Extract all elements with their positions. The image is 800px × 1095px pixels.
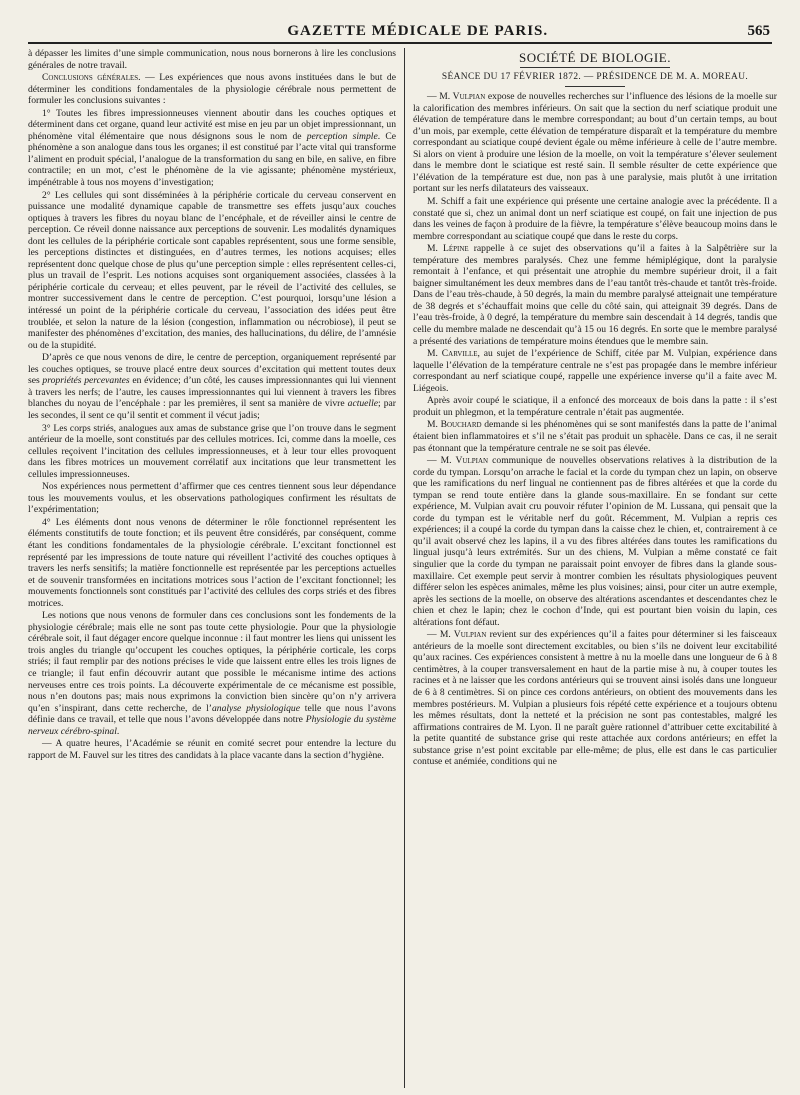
paragraph-text: revient sur des expériences qu’il a faites pour déterminer si les faisceaux antérieurs de la moelle sont directement excitables, ou bien s’ils ne doivent leur excitabilité qu’aux racines. Ces expériences consistent à mettre à nu la moelle dans une longueur de 6 à 8 centimètres, à la couper transversalement en haut de la partie mise à nu, à couper toutes les racines et à ne laisser que les cordons antérieurs qui se trouvent ainsi isolés dans une longueur de 6 à 8 centimètres. Si on pince ces cordons antérieurs, on obtient des mouvements dans les membres postérieurs. M. Vulpian a plusieurs fois répété cette expérience et a toujours obtenu les mêmes résultats, dont la netteté et la précision ne sont pas contestables, malgré les affirmations contraires de M. Lyon. Il ne paraît guère rationnel d’attribuer cette excitabilité à la petite quantité de substance grise qui reste attachée aux cordons antérieurs; en effet la substance grise n’est point excitable par elle-même; de plus, elle est dans le cas particulier contuse et anémiée, conditions qui ne [413,629,777,768]
paragraph: 3° Les corps striés, analogues aux amas de substance grise que l’on trouve dans le segment antérieur de la moelle, sont constitués par des cellules motrices. Ici, comme dans la moelle, ces cellules reçoivent l’incitation des cellules impressionneuses, et à leur tour elles provoquent dans les fibres motrices un mouvement corrélatif aux incitations que leur transmettent les cellules impressionneuses. [28,422,396,480]
paragraph: — A quatre heures, l’Académie se réunit en comité secret pour entendre la lecture du rapport de M. Fauvel sur les titres des candidats à la place vacante dans la section d’hygiène. [28,738,396,761]
paragraph [28,72,396,107]
paragraph-text: demande si les phénomènes qui se sont manifestés dans la patte de l’animal étaient bien inflammatoires et s’il ne s’était pas produit un sphacèle. Dans ce cas, il ne serait pas étonnant que la température centrale ne se soit pas élevée. [413,419,777,454]
paragraph-text: . Ce phénomène a son analogue dans tous les organes; il est constitué par l’acte vital qui transforme l’aliment en produit spécial, l’analogue de la transformation du sang en bile, en salive, en fibre contractile; en un mot, c’est le phénomène de la vie agissante; phénomène mystérieux, impénétrable à tous nos moyens d’investigation; [28,130,396,189]
short-rule [565,86,625,87]
paragraph: 4° Les éléments dont nous venons de déterminer le rôle fonctionnel représentent les éléments constitutifs de toute fonction; et ils peuvent être considérés, par conséquent, comme étant les conditions fondamentales de la physiologie cérébrale. L’excitant fonctionnel est représenté par les impressions de toute nature qui réveillent l’activité des couches optiques à travers les nerfs sensitifs; la matière fonctionnelle est représentée par les perceptions actuelles et de souvenir transformées en incitations motrices sous l’action de l’excitant fonctionnel; les mouvements fonctionnels sont constitués par l’activité des cellules des corps striés et des fibres motrices. [28,516,396,609]
speaker-name: M. Lépine [427,243,469,255]
paragraph: — M. Vulpian communique de nouvelles observations relatives à la distribution de la corde du tympan. Lorsqu’on arrache le facial et la corde du tympan chez un lapin, on observe que les ramifications du nerf lingual ne contiennent pas de fibres altérées et que la corde du tympan se rend toute entière dans la glande sous-maxillaire. En se fondant sur cette expérience, M. Vulpian avait cru pouvoir réfuter l’opinion de M. Lussana, qui pensait que la corde du tympan est le véritable nerf du goût. Récemment, M. Vulpian a repris ces expériences; il a coupé la corde du tympan dans la caisse chez le chien, et, contrairement à ce qu’il avait observé chez les lapins, il a vu des fibres altérées dans toutes les ramifications du lingual jusqu’à leurs extrémités. Sur un des chiens, M. Vulpian a même constaté ce fait singulier que la corde du tympan ne paraissait point envoyer de fibres dans la glande sous-maxillaire. Cet exemple peut servir à montrer combien les résultats physiologiques peuvent différer selon les espèces animales, même les plus voisines; ainsi, pour citer un autre exemple, après les sections de la moelle, on observe des altérations ascendantes et descendantes chez le chien et chez le lapin; chez le cochon d’Inde, qui est pourtant bien voisin du lapin, ces altérations font défaut. [413,455,777,628]
paragraph-text: D’après ce que nous venons de dire, le centre de perception, organiquement représenté par les couches optiques, se trouve placé entre deux sources d’excitation qui mettent toutes deux ses [28,352,396,387]
emphasis: propriétés percevantes [42,375,130,387]
speaker-name: M. Vulpian [439,629,487,641]
speaker-name: M. Vulpian [439,91,486,103]
paragraph-text: expose de nouvelles recherches sur l’influence des lésions de la moelle sur la calorification des membres inférieurs. On sait que la section du nerf sciatique produit une élévation de température dans le membre correspondant; au bout d’un certain temps, au bout d’un mois, par exemple, cette élévation de température disparaît et la température du membre correspondant au sciatique coupé devient égale ou même inférieure à celle de l’autre membre. Si alors on vient à produire une lésion de la moelle, on voit la température s’élever seulement dans le membre dont le sciatique est resté sain. Il semble résulter de cette expérience que l’élévation de la température est due, non pas à une paralysie, mais plutôt à une irritation portant sur les nerfs dilatateurs des vaisseaux. [413,91,777,195]
column-divider [404,48,405,1088]
paragraph: Nos expériences nous permettent d’affirmer que ces centres tiennent sous leur dépendance tous les mouvements voulus, et les observations pathologiques confirment les résultats de l’expérimentation; [28,481,396,516]
left-column [28,48,396,1088]
paragraph-text: telle que nous l’avons définie dans ce travail, et telle que nous l’avons développée dans notre [28,702,396,726]
paragraph-text: communique de nouvelles observations relatives à la distribution de la corde du tympan. Lorsqu’on arrache le facial et la corde du tympan chez un lapin, on observe que les ramifications du nerf lingual ne contiennent pas de fibres altérées et que la corde du tympan se rend toute entière dans la glande sous-maxillaire. En se fondant sur cette expérience, M. Vulpian avait cru pouvoir réfuter l’opinion de M. Lussana, qui pensait que la corde du tympan est le véritable nerf du goût. Récemment, M. Vulpian a repris ces expériences; il a coupé la corde du tympan dans la caisse chez le chien, et, contrairement à ce qu’il avait observé chez les lapins, il a vu des fibres altérées dans toutes les ramifications du lingual jusqu’à leurs extrémités. Sur un des chiens, M. Vulpian a même constaté ce fait singulier que la corde du tympan ne paraissait point envoyer de fibres dans la glande sous-maxillaire. Cet exemple peut servir à montrer combien les résultats physiologiques peuvent différer selon les espèces animales, même les plus voisines; ainsi, pour citer un autre exemple, après les sections de la moelle, on observe des altérations ascendantes et descendantes chez le chien et chez le lapin; chez le cochon d’Inde, qui est pourtant bien voisin du lapin, ces altérations font défaut. [413,455,777,628]
paragraph-text: rappelle à ce sujet des observations qu’il a faites à la Salpêtrière sur la température des membres paralysés. Chez une femme hémiplégique, dont la paralysie remontait à l’enfance, et qui présentait une atrophie du membre supérieur droit, il a fait baigner simultanément les deux membres dans de l’eau tantôt très-chaude et tantôt très-froide. Dans de l’eau très-chaude, à 50 degrés, la main du membre paralysé atteignait une température de 38 degrés et s’échauffait moins que celle du côté sain, qui atteignait 39 degrés. Dans de l’eau très-froide, à 0 degré, la température du membre sain descendait à 14 degrés, tandis que celle du membre malade ne descendait qu’à 15 ou 16 degrés. En sorte que le membre paralysé a présenté des variations de température moins étendues que le membre sain. [413,243,777,347]
emphasis: perception simple [306,130,378,142]
paragraph [413,348,777,394]
section-rule [520,67,670,68]
session-line: SÉANCE DU 17 FÉVRIER 1872. — PRÉSIDENCE DE M. A. MOREAU. [441,71,749,82]
paragraph [28,352,396,421]
paragraph: — M. Vulpian expose de nouvelles recherches sur l’influence des lésions de la moelle sur la calorification des membres inférieurs. On sait que la section du nerf sciatique produit une élévation de température dans le membre correspondant; au bout d’un certain temps, au bout d’un mois, par exemple, cette élévation de température disparaît et la température du membre correspondant au sciatique coupé devient égale ou même inférieure à celle de l’autre membre. Si alors on vient à produire une lésion de la moelle, on voit la température s’élever seulement dans le membre dont le sciatique est resté sain. Il semble résulter de cette expérience que l’élévation de la température est due, non pas à une paralysie, mais plutôt à une irritation portant sur les nerfs dilatateurs des vaisseaux. [413,91,777,195]
section-title: SOCIÉTÉ DE BIOLOGIE. [519,50,671,65]
paragraph-text: ; par les secondes, il sent ce qu’il sentit et comment il vécut jadis; [28,398,396,421]
paragraph: 2° Les cellules qui sont disséminées à la périphérie corticale du cerveau conservent en puissance une modalité dynamique capable de transmettre ses effets jusqu’aux couches optiques à travers les fibres du noyau blanc de l’encéphale, et de réveiller ainsi le centre de perception. Ce réveil donne naissance aux perceptions de souvenir. Les modalités dynamiques dont les cellules de la périphérie corticale sont capables représentent, sous une forme sensible, les perceptions distinctes et distinguées, en d’autres termes, les notions acquises; elles représentent donc quelque chose de plus qu’une perception simple : elles représentent celles-ci, plus un travail de l’esprit. Les notions acquises sont organiquement associées, classées à la périphérie corticale du cerveau; et elles peuvent, par le réveil de l’activité des cellules, se montrer successivement dans le centre de perception. C’est pourquoi, lorsqu’une lésion a intéressé un point de la périphérie corticale du cerveau, l’association des idées peut être troublée, et selon la nature de la lésion (congestion, inflammation ou nécrobiose), il peut se manifester des phénomènes d’excitation, des manies, des hallucinations, du délire, de l’amnésie ou de la stupidité. [28,189,396,351]
paragraph: — M. Vulpian revient sur des expériences qu’il a faites pour déterminer si les faisceaux antérieurs de la moelle sont directement excitables, ou bien s’ils ne doivent leur excitabilité qu’aux racines. Ces expériences consistent à mettre à nu la moelle dans une longueur de 6 à 8 centimètres, à la couper transversalement en haut de la partie mise à nu, à couper toutes les racines et à ne laisser que les cordons antérieurs qui se trouvent ainsi isolés dans une longueur de 6 à 8 centimètres. Si on pince ces cordons antérieurs, on obtient des mouvements dans les membres postérieurs. M. Vulpian a plusieurs fois répété cette expérience et a toujours obtenu les mêmes résultats, dont la netteté et la précision ne sont pas contestables, malgré les affirmations contraires de M. Lyon. Il ne paraît guère rationnel d’attribuer cette excitabilité à la petite quantité de substance grise qui reste attachée aux cordons antérieurs; en effet la substance grise n’est point excitable par elle-même; de plus, elle est dans le cas particulier contuse et anémiée, conditions qui ne [413,629,777,768]
page-number: 565 [747,23,770,39]
paragraph: à dépasser les limites d’une simple communication, nous nous bornerons à lire les conclusions générales de notre travail. [28,48,396,71]
paragraph: Après avoir coupé le sciatique, il a enfoncé des morceaux de bois dans la patte : il s’est produit un phlegmon, et la température centrale n’était pas augmentée. [413,395,777,418]
paragraph-text: . [116,725,120,737]
speaker-name: M. Vulpian [440,455,489,467]
paragraph [413,243,777,347]
paragraph-text: , au sujet de l’expérience de Schiff, citée par M. Vulpian, expérience dans laquelle l’élévation de la température centrale ne s’est pas propagée dans le membre inférieur correspondant au nerf sciatique coupé, rappelle une expérience inverse qu’il a faite avec M. Liégeois. [413,348,777,394]
emphasis: actuelle [347,398,379,410]
paragraph-text: — Les expériences que nous avons instituées dans le but de déterminer les conditions fondamentales de la physiologie cérébrale nous permettent de formuler les conclusions suivantes : [28,72,396,107]
speaker-name: M. Carville [427,348,478,360]
emphasis: analyse physiologique [212,702,300,714]
header-rule [28,42,772,44]
paragraph-text: 1° Toutes les fibres impressionneuses viennent aboutir dans les couches optiques et déterminent dans cet organe, quand leur activité est mise en jeu par un objet impressionnant, un phénomène vital élémentaire que nous désignons sous le nom de [28,107,396,142]
paragraph-text: Les notions que nous venons de formuler dans ces conclusions sont les fondements de la physiologie cérébrale; mais elle ne sont pas toute cette physiologie. Pour que la physiologie cérébrale soit, il faut dégager encore quelque inconnue : il faut montrer les liens qui unissent les trois angles du triangle qu’occupent les couches optiques, la périphérie corticale, les corps striés; il faut remplir par des notions précises le vide que laissent entre elles les trois lignes de ce triangle; il faut enfin découvrir autant que possible le mécanisme intime des actions nerveuses entre ces trois points. La découverte expérimentale de ce mécanisme est possible, nous n’en doutons pas; mais nous exprimons la conviction bien sincère qu’on n’y arrivera qu’en s’inspirant, dans cette recherche, de l’ [28,610,396,714]
paragraph [28,108,396,189]
paragraph [413,419,777,454]
section-heading: Conclusions générales. [42,72,141,84]
emphasis: Physiologie du système nerveux cérébro-spinal [28,714,396,737]
right-column [413,48,777,1088]
paragraph-text: en évidence; d’un côté, les causes impressionnantes qui lui viennent à travers les nerfs; de l’autre, les causes impressionnantes qui lui viennent à travers les fibres blanches du noyau de l’encéphale : par les premières, il sent sa manière de vivre [28,375,396,410]
page-header [28,12,770,40]
journal-title: GAZETTE MÉDICALE DE PARIS. [287,23,549,39]
speaker-name: M. Bouchard [427,419,482,431]
paragraph: M. Schiff a fait une expérience qui présente une certaine analogie avec la précédente. Il a constaté que si, chez un animal dont un nerf sciatique est coupé, on fait une injection de pus dans les veines de façon à produire de la fièvre, la température s’élève beaucoup moins dans le membre correspondant au sciatique coupé que dans le reste du corps. [413,196,777,242]
paragraph [28,610,396,737]
